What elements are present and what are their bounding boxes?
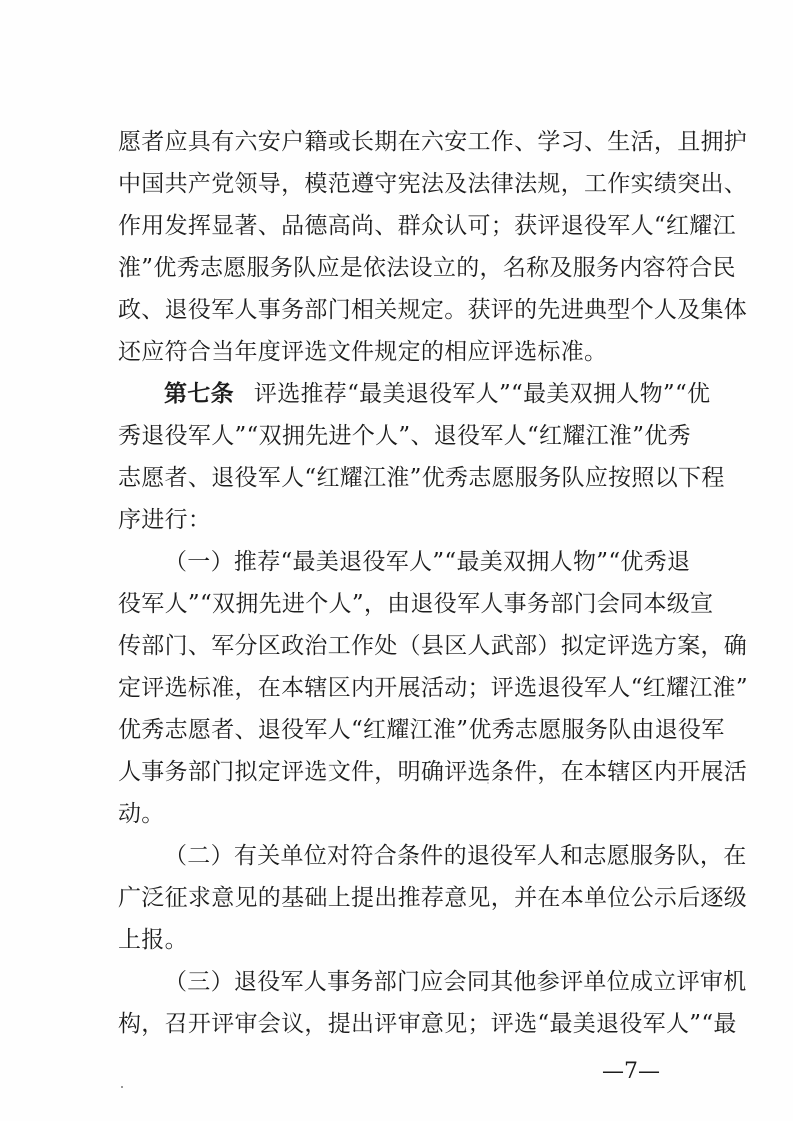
body-text-line: 上报。 xyxy=(118,927,188,953)
body-text-line: 传部门、军分区政治工作处（县区人武部）拟定评选方案，确 xyxy=(118,633,748,659)
scan-speck xyxy=(487,782,489,784)
body-text-line: 人事务部门拟定评选文件，明确评选条件，在本辖区内开展活 xyxy=(118,759,748,785)
body-text-line: 役军人”“双拥先进个人”，由退役军人事务部门会同本级宣 xyxy=(118,591,714,617)
body-text-line: 淮”优秀志愿服务队应是依法设立的，名称及服务内容符合民 xyxy=(118,255,736,281)
item-2-paragraph-start: （二）有关单位对符合条件的退役军人和志愿服务队，在 xyxy=(164,843,747,869)
body-text-line: 志愿者、退役军人“红耀江淮”优秀志愿服务队应按照以下程 xyxy=(118,465,725,491)
body-text-line: 动。 xyxy=(118,801,165,827)
article-7-text: 评选推荐“最美退役军人”“最美双拥人物”“优 xyxy=(253,381,711,407)
article-7-heading: 第七条 xyxy=(164,380,234,407)
body-text-line: 序进行： xyxy=(118,507,212,533)
body-text-line: 作用发挥显著、品德高尚、群众认可；获评退役军人“红耀江 xyxy=(118,213,736,239)
scan-speck xyxy=(121,1086,123,1088)
body-text-line: 广泛征求意见的基础上提出推荐意见，并在本单位公示后逐级 xyxy=(118,885,748,911)
body-text-line: 优秀志愿者、退役军人“红耀江淮”优秀志愿服务队由退役军 xyxy=(118,717,725,743)
body-text-line: 中国共产党领导，模范遵守宪法及法律法规，工作实绩突出、 xyxy=(118,171,748,197)
body-text-line: 秀退役军人”“双拥先进个人”、退役军人“红耀江淮”优秀 xyxy=(118,423,691,449)
item-3-paragraph-start: （三）退役军人事务部门应会同其他参评单位成立评审机 xyxy=(164,969,747,995)
body-text-line: 构，召开评审会议，提出评审意见；评选“最美退役军人”“最 xyxy=(118,1011,737,1037)
body-text-line: 政、退役军人事务部门相关规定。获评的先进典型个人及集体 xyxy=(118,297,748,323)
page-number: —7— xyxy=(602,1059,660,1084)
body-text-line: 还应符合当年度评选文件规定的相应评选标准。 xyxy=(118,339,608,365)
body-text-line: 定评选标准，在本辖区内开展活动；评选退役军人“红耀江淮” xyxy=(118,675,748,701)
item-1-paragraph-start: （一）推荐“最美退役军人”“最美双拥人物”“优秀退 xyxy=(164,549,691,575)
body-text-line: 愿者应具有六安户籍或长期在六安工作、学习、生活，且拥护 xyxy=(118,129,748,155)
article-7-paragraph-start xyxy=(164,380,710,408)
